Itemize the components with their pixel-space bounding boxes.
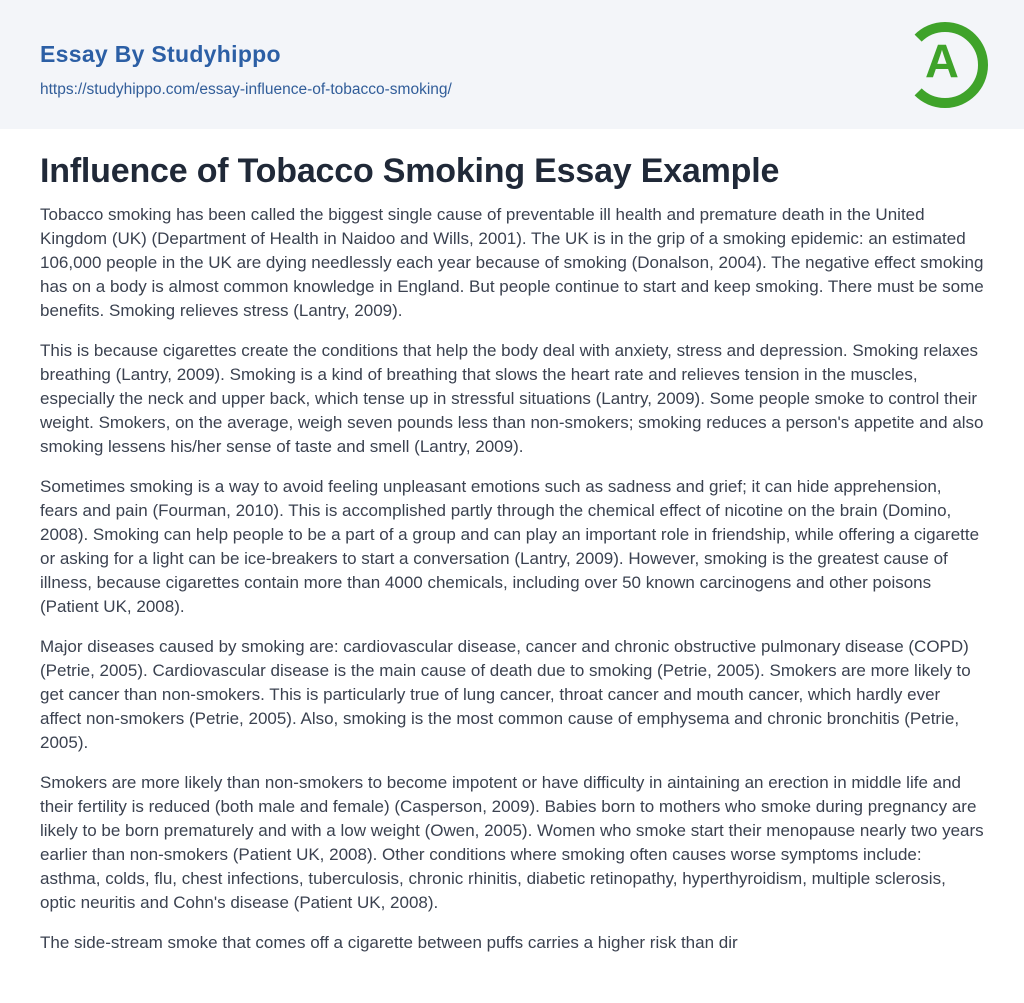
article-paragraph: This is because cigarettes create the conditions that help the body deal with anxiety, stress and depression. Smoking relaxes breathing (Lantry, 2009). Smoking is a kind of breathing that slows the heart rate and relieves tension in the muscles, especially the neck and upper back, which tense up in stressful situations (Lantry, 2009). Some people smoke to control their weight. Smokers, on the average, weigh seven pounds less than non-smokers; smoking reduces a person's appetite and also smoking lessens his/her sense of taste and smell (Lantry, 2009). xyxy=(40,341,984,456)
logo-letter: A xyxy=(925,34,959,87)
page-header xyxy=(0,0,1024,129)
studyhippo-logo xyxy=(900,20,990,110)
article-paragraph: Smokers are more likely than non-smokers to become impotent or have difficulty in aintaining an erection in middle life and their fertility is reduced (both male and female) (Casperson, 2009). Babies born to mothers who smoke during pregnancy are likely to be born prematurely and with a low weight (Owen, 2005). Women who smoke start their menopause nearly two years earlier than non-smokers (Patient UK, 2008). Other conditions where smoking often causes worse symptoms include: asthma, colds, flu, chest infections, tuberculosis, chronic rhinitis, diabetic retinopathy, hyperthyroidism, multiple sclerosis, optic neuritis and Cohn's disease (Patient UK, 2008). xyxy=(40,773,984,912)
article-paragraph: The side-stream smoke that comes off a cigarette between puffs carries a higher risk than dir xyxy=(40,933,738,952)
article-paragraph: Major diseases caused by smoking are: cardiovascular disease, cancer and chronic obstructive pulmonary disease (COPD) (Petrie, 2005). Cardiovascular disease is the main cause of death due to smoking (Petrie, 2005). Smokers are more likely to get cancer than non-smokers. This is particularly true of lung cancer, throat cancer and mouth cancer, which hardly ever affect non-smokers (Petrie, 2005). Also, smoking is the most common cause of emphysema and chronic bronchitis (Petrie, 2005). xyxy=(40,637,971,752)
article-body xyxy=(40,203,984,955)
article-title: Influence of Tobacco Smoking Essay Example xyxy=(40,152,780,190)
article-container xyxy=(0,129,1024,955)
site-title: Essay By Studyhippo xyxy=(40,40,281,67)
logo-arc-icon xyxy=(900,20,990,110)
article-paragraph: Tobacco smoking has been called the biggest single cause of preventable ill health and premature death in the United Kingdom (UK) (Department of Health in Naidoo and Wills, 2001). The UK is in the grip of a smoking epidemic: an estimated 106,000 people in the UK are dying needlessly each year because of smoking (Donalson, 2004). The negative effect smoking has on a body is almost common knowledge in England. But people continue to start and keep smoking. There must be some benefits. Smoking relieves stress (Lantry, 2009). xyxy=(40,205,984,320)
page-url-link[interactable]: https://studyhippo.com/essay-influence-of-tobacco-smoking/ xyxy=(40,80,452,98)
article-paragraph: Sometimes smoking is a way to avoid feeling unpleasant emotions such as sadness and grief; it can hide apprehension, fears and pain (Fourman, 2010). This is accomplished partly through the chemical effect of nicotine on the brain (Domino, 2008). Smoking can help people to be a part of a group and can play an important role in friendship, while offering a cigarette or asking for a light can be ice-breakers to start a conversation (Lantry, 2009). However, smoking is the greatest cause of illness, because cigarettes contain more than 4000 chemicals, including over 50 known carcinogens and other poisons (Patient UK, 2008). xyxy=(40,477,980,616)
header-text-block xyxy=(40,31,452,99)
